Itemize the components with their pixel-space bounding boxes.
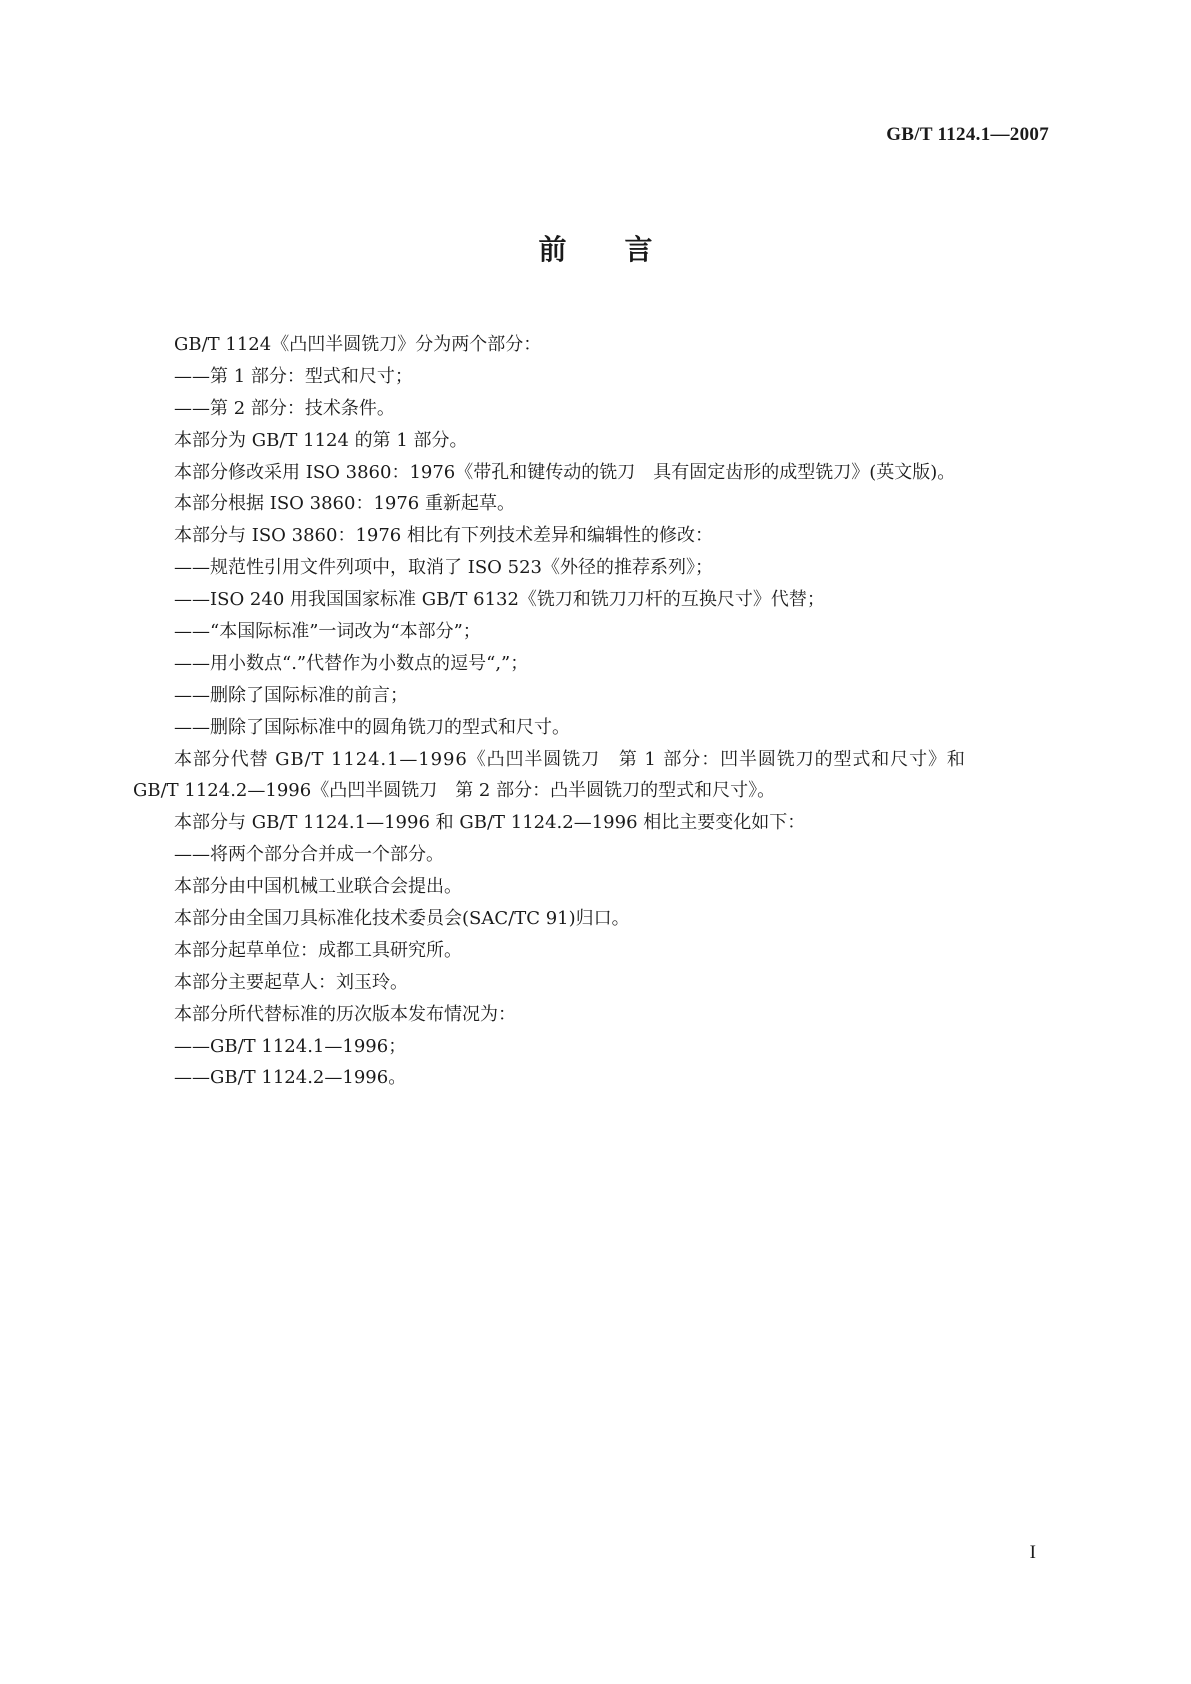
list-item: ——将两个部分合并成一个部分。 [174, 844, 444, 866]
paragraph: 本部分由中国机械工业联合会提出。 [174, 876, 462, 898]
paragraph: 本部分根据 ISO 3860：1976 重新起草。 [174, 493, 515, 515]
paragraph: 本部分修改采用 ISO 3860：1976《带孔和键传动的铣刀 具有固定齿形的成型铣刀》(英文版)。 [174, 461, 956, 483]
paragraph: 本部分起草单位：成都工具研究所。 [174, 939, 462, 961]
paragraph: GB/T 1124《凸凹半圆铣刀》分为两个部分： [174, 334, 542, 355]
paragraph: 本部分由全国刀具标准化技术委员会(SAC/TC 91)归口。 [174, 908, 630, 930]
list-item: ——规范性引用文件列项中，取消了 ISO 523《外径的推荐系列》； [174, 557, 713, 579]
list-item: ——用小数点“.”代替作为小数点的逗号“,”； [174, 652, 529, 674]
paragraph: 本部分为 GB/T 1124 的第 1 部分。 [174, 429, 468, 451]
list-item: ——“本国际标准”一词改为“本部分”； [174, 621, 481, 643]
paragraph: 本部分与 GB/T 1124.1—1996 和 GB/T 1124.2—1996 相比主要变化如下： [174, 812, 806, 834]
list-item: ——第 2 部分：技术条件。 [174, 397, 395, 419]
paragraph: 本部分所代替标准的历次版本发布情况为： [174, 1003, 516, 1025]
list-item: ——GB/T 1124.1—1996； [174, 1035, 407, 1057]
list-item: ——GB/T 1124.2—1996。 [174, 1067, 407, 1089]
list-item: ——第 1 部分：型式和尺寸； [174, 365, 413, 387]
list-item: ——删除了国际标准的前言； [174, 684, 408, 706]
paragraph: 本部分代替 GB/T 1124.1—1996《凸凹半圆铣刀 第 1 部分：凹半圆铣刀的型式和尺寸》和 [174, 748, 966, 770]
paragraph: 本部分主要起草人：刘玉玲。 [174, 971, 408, 993]
paragraph: 本部分与 ISO 3860：1976 相比有下列技术差异和编辑性的修改： [174, 525, 713, 547]
page-number: I [1029, 1542, 1036, 1563]
list-item: ——ISO 240 用我国国家标准 GB/T 6132《铣刀和铣刀刀杆的互换尺寸》代替； [174, 589, 825, 611]
foreword-body [133, 329, 1059, 1094]
page-title: 前言 [538, 233, 711, 266]
paragraph-continuation: GB/T 1124.2—1996《凸凹半圆铣刀 第 2 部分：凸半圆铣刀的型式和尺寸》。 [133, 780, 776, 802]
document-code: GB/T 1124.1—2007 [886, 124, 1049, 145]
list-item: ——删除了国际标准中的圆角铣刀的型式和尺寸。 [174, 716, 570, 738]
